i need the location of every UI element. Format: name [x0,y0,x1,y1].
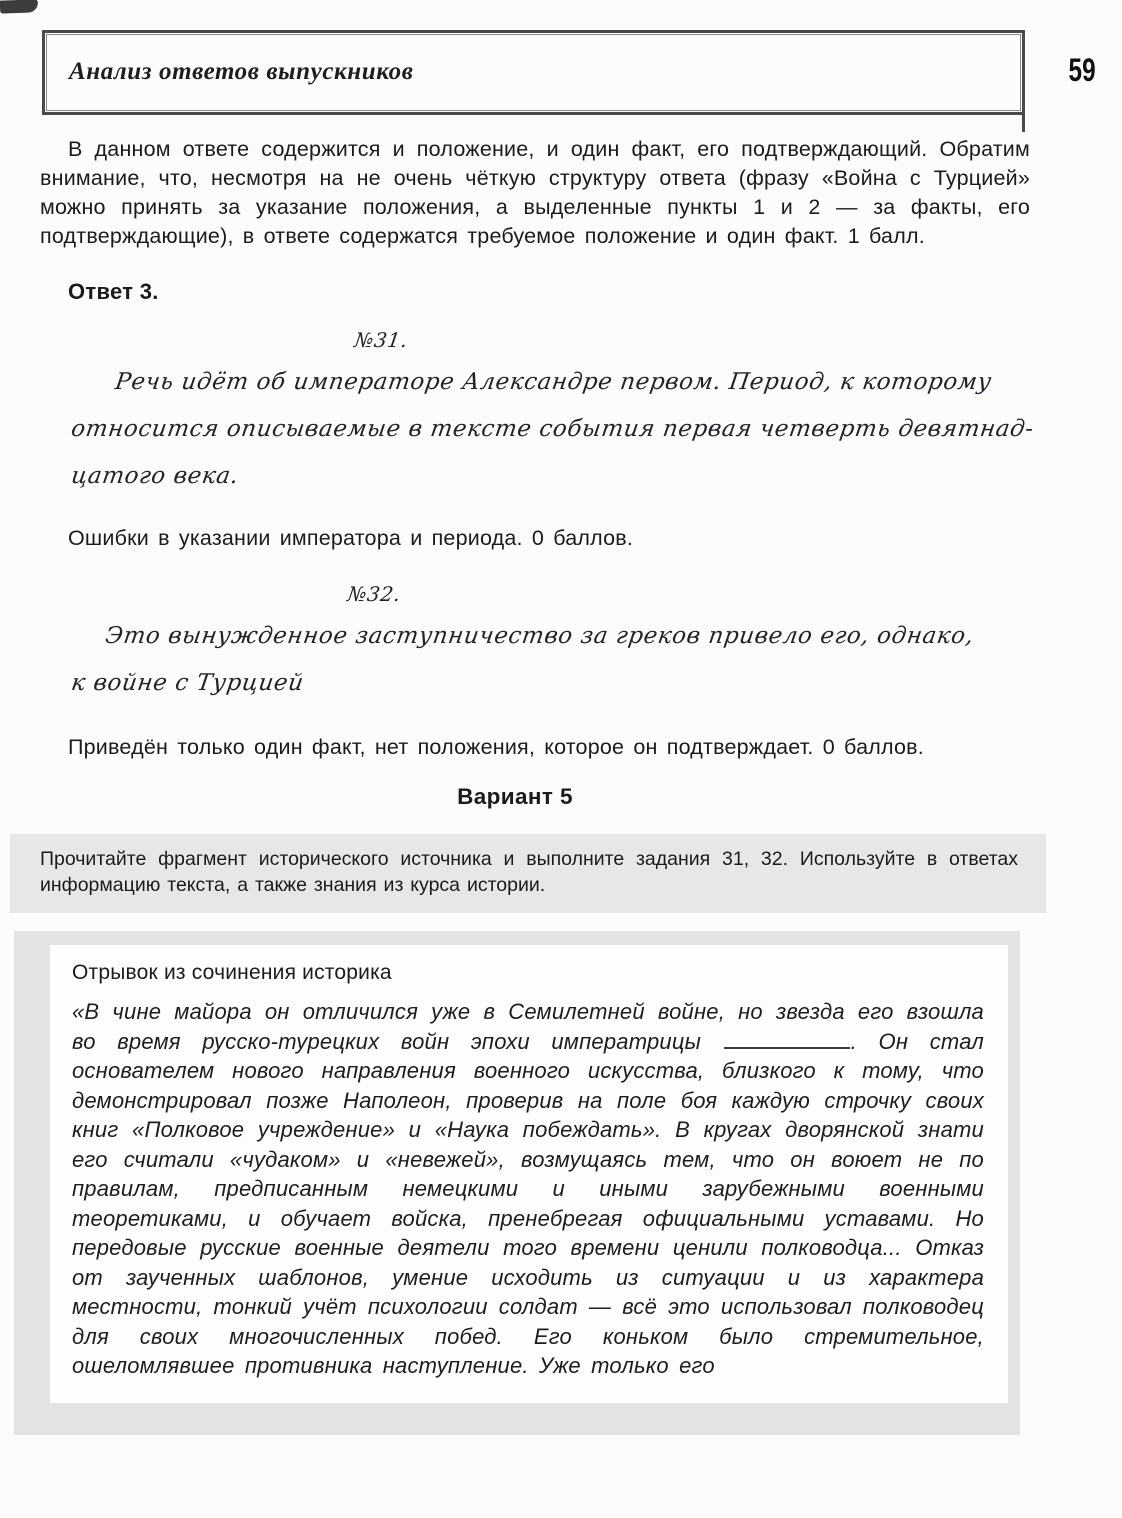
scan-corner-mark [0,0,38,14]
handwritten-line: Речь идёт об императоре Александре первом. Период, к которому [113,369,994,395]
historical-source-panel [50,945,1008,1403]
handwritten-answer-32 [0,575,1122,707]
historical-source-frame [14,931,1020,1435]
quote-text-after-blank: . Он стал основателем нового направления военного искусства, близкого к тому, что демонстрировал позже Наполеон, проверив на поле боя каждую строчку своих книг «Полковое учреждение» и «Наука побеждать». В кругах дворянской знати его считали «чудаком» и «невежей», возмущаясь тем, что он воюет не по правилам, предписанным немецкими и иными зарубежными военными теоретиками, и обучает войска, пренебрегая официальными уставами. Но передовые русские военные деятели того времени ценили полководца... Отказ от заученных шаблонов, умение исходить из ситуации и из характера местности, тонкий учёт психологии солдат — всё это использовал полководец для своих многочисленных побед. Его коньком было стремительное, ошеломлявшее противника наступление. Уже только его [72,1028,984,1378]
source-quote [72,997,984,1381]
task-instruction-text: Прочитайте фрагмент исторического источника и выполните задания 31, 32. Используйте в ответах информацию текста, а также знания из курса истории. [40,848,1018,896]
task-instruction-box [10,834,1046,913]
quote-text-before-blank: «В чине майора он отличился уже в Семилетней войне, но звезда его взошла во время русско-турецких войн эпохи императрицы [72,999,984,1054]
handwritten-line: цатого века. [69,463,241,489]
handwritten-line: относится описываемые в тексте события первая четверть девятнад- [69,416,1036,442]
variant-5-heading: Вариант 5 [457,784,573,809]
source-heading: Отрывок из сочинения историка [72,961,392,984]
page-number: 59 [1068,52,1096,88]
handwritten-task-number-31: №31. [352,328,410,352]
analysis-paragraph: В данном ответе содержится и положение, и один факт, его подтверждающий. Обратим внимание, что, несмотря на не очень чёткую структуру ответа (фразу «Война с Турцией» можно принять за указание положения, а выделенные пункты 1 и 2 — за факты, его подтверждающие), в ответе содержатся требуемое положение и один факт. 1 балл. [40,137,1030,248]
examiner-verdict-32: Приведён только один факт, нет положения, которое он подтверждает. 0 баллов. [68,735,924,759]
answer-3-heading: Ответ 3. [68,279,159,304]
running-header-box [42,30,1025,115]
handwritten-task-number-32: №32. [345,582,403,606]
handwritten-line: Это вынужденное заступничество за греков привело его, однако, [103,623,976,649]
handwritten-answer-31 [0,321,1122,500]
running-header-title: Анализ ответов выпускников [69,58,414,85]
handwritten-line: к войне с Турцией [69,670,306,696]
fill-in-blank-underline [724,1032,850,1049]
examiner-verdict-31: Ошибки в указании императора и периода. 0 баллов. [68,526,634,550]
